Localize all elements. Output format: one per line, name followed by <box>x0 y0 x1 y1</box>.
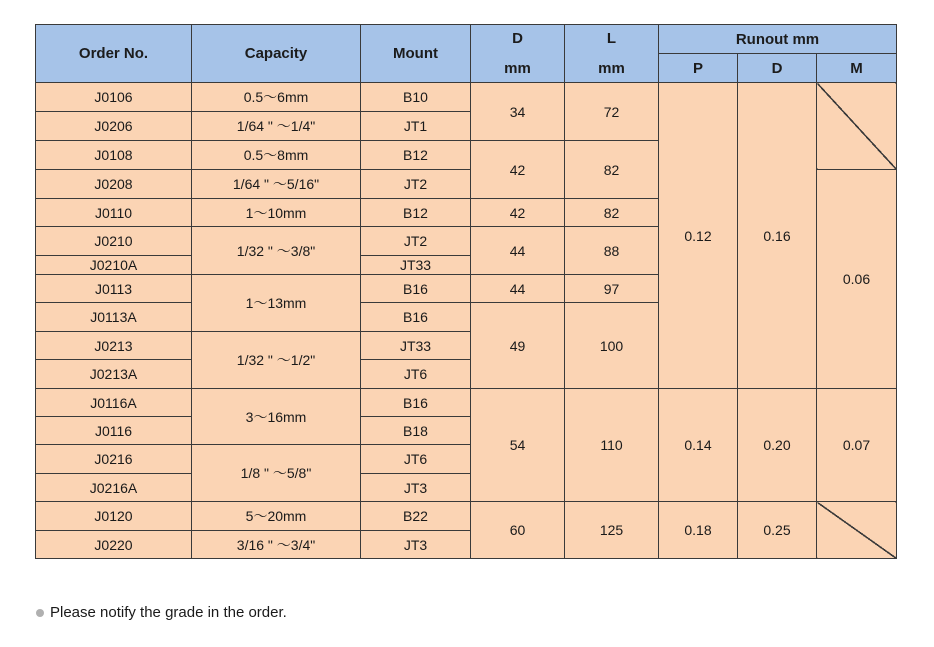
header-d <box>471 25 565 83</box>
l-cell: 82 <box>565 141 659 199</box>
bullet-icon <box>36 609 44 617</box>
mount-cell: B12 <box>361 199 471 227</box>
order-cell: J0210 <box>36 227 192 256</box>
mount-cell: B16 <box>361 275 471 303</box>
order-cell: J0108 <box>36 141 192 170</box>
header-runout-d: D <box>738 54 817 83</box>
d-cell: 44 <box>471 275 565 303</box>
capacity-cell: 1/8 " ～5/8" <box>192 445 361 502</box>
l-cell: 97 <box>565 275 659 303</box>
mount-cell: JT3 <box>361 474 471 502</box>
runout-p-cell: 0.14 <box>659 389 738 502</box>
d-cell: 44 <box>471 227 565 275</box>
d-cell: 34 <box>471 83 565 141</box>
order-cell: J0213 <box>36 332 192 360</box>
mount-cell: JT1 <box>361 112 471 141</box>
mount-cell: B22 <box>361 502 471 531</box>
footnote <box>36 604 287 621</box>
header-capacity: Capacity <box>192 25 361 83</box>
header-l <box>565 25 659 83</box>
order-cell: J0208 <box>36 170 192 199</box>
capacity-cell: 5～20mm <box>192 502 361 531</box>
l-cell: 72 <box>565 83 659 141</box>
runout-m-cell: 0.07 <box>817 389 897 502</box>
header-l-label: L <box>606 29 617 47</box>
order-cell: J0216 <box>36 445 192 474</box>
mount-cell: B18 <box>361 417 471 445</box>
capacity-cell: 1/64 " ～1/4" <box>192 112 361 141</box>
table-row <box>36 83 897 112</box>
mount-cell: B12 <box>361 141 471 170</box>
mount-cell: JT6 <box>361 360 471 389</box>
runout-p-cell: 0.12 <box>659 83 738 389</box>
runout-m-empty-cell <box>817 502 897 559</box>
order-cell: J0106 <box>36 83 192 112</box>
runout-d-cell: 0.25 <box>738 502 817 559</box>
order-cell: J0116A <box>36 389 192 417</box>
order-cell: J0216A <box>36 474 192 502</box>
capacity-cell: 0.5～6mm <box>192 83 361 112</box>
order-cell: J0210A <box>36 256 192 275</box>
capacity-cell: 1～13mm <box>192 275 361 332</box>
mount-cell: JT2 <box>361 170 471 199</box>
runout-d-cell: 0.16 <box>738 83 817 389</box>
runout-d-cell: 0.20 <box>738 389 817 502</box>
header-runout-m: M <box>817 54 897 83</box>
order-cell: J0116 <box>36 417 192 445</box>
d-cell: 60 <box>471 502 565 559</box>
capacity-cell: 1/32 " ～1/2" <box>192 332 361 389</box>
capacity-cell: 3/16 " ～3/4" <box>192 531 361 559</box>
header-order-no: Order No. <box>36 25 192 83</box>
header-mount: Mount <box>361 25 471 83</box>
mount-cell: B16 <box>361 303 471 332</box>
l-cell: 88 <box>565 227 659 275</box>
capacity-cell: 3～16mm <box>192 389 361 445</box>
l-cell: 100 <box>565 303 659 389</box>
d-cell: 42 <box>471 199 565 227</box>
capacity-cell: 0.5～8mm <box>192 141 361 170</box>
runout-p-cell: 0.18 <box>659 502 738 559</box>
header-row-1 <box>36 25 897 54</box>
mount-cell: B16 <box>361 389 471 417</box>
d-cell: 42 <box>471 141 565 199</box>
capacity-cell: 1/64 " ～5/16" <box>192 170 361 199</box>
mount-cell: JT2 <box>361 227 471 256</box>
mount-cell: B10 <box>361 83 471 112</box>
order-cell: J0220 <box>36 531 192 559</box>
header-runout-p: P <box>659 54 738 83</box>
footnote-text: Please notify the grade in the order. <box>50 604 287 621</box>
order-cell: J0113 <box>36 275 192 303</box>
mount-cell: JT6 <box>361 445 471 474</box>
order-cell: J0113A <box>36 303 192 332</box>
order-cell: J0206 <box>36 112 192 141</box>
header-d-label: D <box>512 29 523 47</box>
l-cell: 125 <box>565 502 659 559</box>
order-cell: J0110 <box>36 199 192 227</box>
l-cell: 82 <box>565 199 659 227</box>
d-cell: 49 <box>471 303 565 389</box>
d-cell: 54 <box>471 389 565 502</box>
runout-m-cell: 0.06 <box>817 170 897 389</box>
table-row <box>36 389 897 417</box>
table-row <box>36 502 897 531</box>
l-cell: 110 <box>565 389 659 502</box>
mount-cell: JT3 <box>361 531 471 559</box>
capacity-cell: 1～10mm <box>192 199 361 227</box>
mount-cell: JT33 <box>361 256 471 275</box>
spec-table <box>35 24 897 559</box>
header-l-unit: mm <box>598 59 625 77</box>
runout-m-empty-cell <box>817 83 897 170</box>
order-cell: J0213A <box>36 360 192 389</box>
capacity-cell: 1/32 " ～3/8" <box>192 227 361 275</box>
mount-cell: JT33 <box>361 332 471 360</box>
order-cell: J0120 <box>36 502 192 531</box>
header-d-unit: mm <box>504 59 531 77</box>
header-runout: Runout mm <box>659 25 897 54</box>
